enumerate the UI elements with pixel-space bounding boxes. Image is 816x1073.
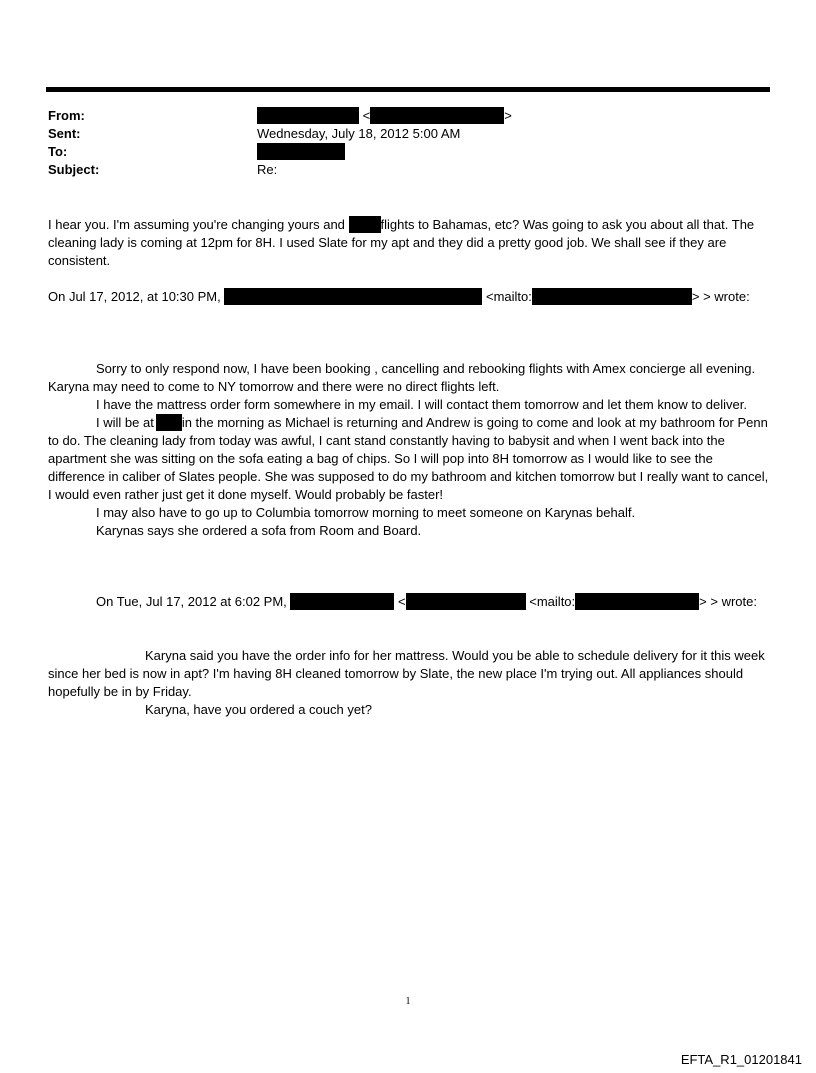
redaction-box — [349, 216, 381, 233]
reply-paragraph: I may also have to go up to Columbia tomorrow morning to meet someone on Karynas behalf. — [96, 505, 636, 520]
redaction-box — [290, 593, 394, 610]
header-rule — [46, 87, 770, 92]
reply-paragraph: Karyna, have you ordered a couch yet? — [145, 702, 372, 717]
wrote-text: > > wrote: — [699, 594, 757, 609]
body-text: The cleaning lady is coming at 12pm for 8H. I used Slate for my apt and they did a pretty good job. We shall see if they are consistent. — [48, 217, 755, 268]
redaction-box — [575, 593, 699, 610]
reply-paragraph: Karynas says she ordered a sofa from Room and Board. — [96, 523, 422, 538]
quote-date: On Tue, Jul 17, 2012 at 6:02 PM, — [96, 594, 287, 609]
quote-header-1 — [48, 288, 750, 305]
body-text: I hear you. I'm assuming you're changing yours and — [48, 217, 345, 232]
redaction-box — [370, 107, 504, 124]
to-label: To: — [48, 144, 68, 159]
lt-text: < — [398, 594, 406, 609]
from-label: From: — [48, 108, 85, 123]
bates-number: EFTA_R1_01201841 — [680, 1052, 802, 1067]
body-text: I will be at — [96, 415, 154, 430]
redaction-box — [257, 107, 359, 124]
reply-paragraph: Karyna said you have the order info for her mattress. Would you be able to schedule delivery for it this week since her bed is now in apt? I'm having 8H cleaned tomorrow by Slate, the new place I'm trying out. All appliances should hopefully be in by Friday. — [48, 648, 765, 699]
quote-date: On Jul 17, 2012, at 10:30 PM, — [48, 289, 221, 304]
from-value — [257, 107, 512, 124]
reply-paragraph — [48, 414, 770, 504]
from-gt: > — [504, 108, 512, 123]
mailto-text: <mailto: — [485, 289, 532, 304]
subject-label: Subject: — [48, 162, 100, 177]
page-number: 1 — [405, 996, 411, 1007]
wrote-text: > > wrote: — [691, 289, 750, 304]
redaction-box — [257, 143, 345, 160]
sent-value: Wednesday, July 18, 2012 5:00 AM — [257, 126, 461, 141]
quote-header-2 — [96, 593, 757, 610]
redaction-box — [156, 414, 182, 431]
reply-paragraph: Sorry to only respond now, I have been booking , cancelling and rebooking flights with Amex concierge all evening. Karyna may need to come to NY tomorrow and there were no direct flights left. — [48, 361, 756, 394]
mailto-text: <mailto: — [529, 594, 576, 609]
reply-paragraph: I have the mattress order form somewhere in my email. I will contact them tomorrow and let them know to deliver. — [96, 397, 747, 412]
message-paragraph-1 — [48, 216, 770, 270]
redaction-box — [406, 593, 526, 610]
reply-block-2 — [48, 647, 770, 719]
subject-value: Re: — [257, 162, 278, 177]
redaction-box — [532, 288, 692, 305]
sent-label: Sent: — [48, 126, 81, 141]
reply-block-1 — [48, 360, 770, 540]
from-lt: < — [362, 108, 371, 123]
body-text: flights to Bahamas, etc? Was going to ask you about all that. — [380, 217, 729, 232]
to-value — [257, 143, 345, 160]
body-text: in the morning as Michael is returning and Andrew is going to come and look at my bathroom for Penn to do. The cleaning lady from today was awful, I cant stand constantly having to babysit and when I went back into the apartment she was sitting on the sofa eating a bag of chips. So I will pop into 8H tomorrow as I would like to see the difference in caliber of Slates people. She was supposed to do my bathroom and kitchen tomorrow but I really want to cancel, I would even rather just get it done myself. Would probably be faster! — [48, 415, 769, 502]
redaction-box — [224, 288, 482, 305]
